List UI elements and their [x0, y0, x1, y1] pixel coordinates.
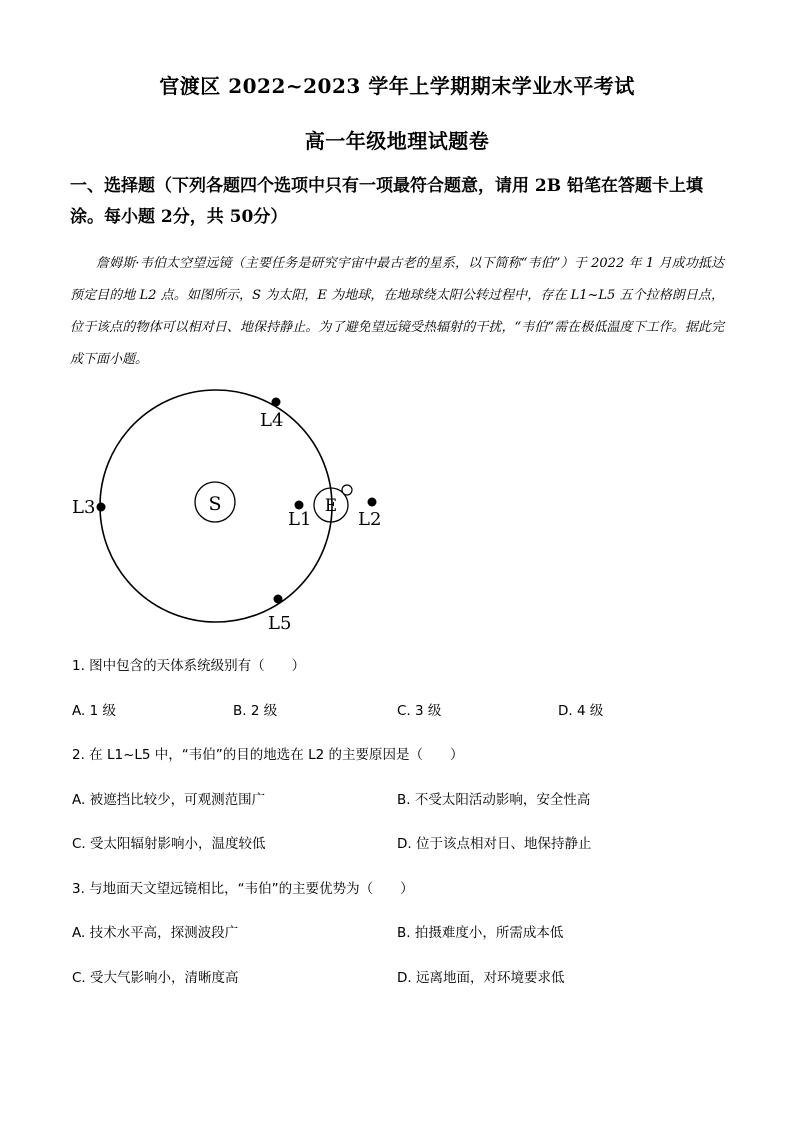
q1-option-a: A. 1 级: [72, 703, 116, 719]
point-l5: [274, 595, 283, 604]
lagrange-diagram: [60, 380, 400, 640]
section-heading: 一、选择题（下列各题四个选项中只有一项最符合题意，请用 2B 铅笔在答题卡上填涂。每小题 2分，共 50分）: [70, 176, 704, 227]
point-l4: [272, 398, 281, 407]
sun-label: S: [208, 493, 222, 515]
label-l5: L5: [268, 613, 292, 634]
q3-option-a: A. 技术水平高，探测波段广: [72, 925, 239, 941]
q1-option-c: C. 3 级: [397, 703, 442, 719]
point-l3: [97, 503, 106, 512]
moon: [342, 485, 352, 495]
q2-option-a: A. 被遮挡比较少，可观测范围广: [72, 792, 266, 808]
q3-option-c: C. 受大气影响小，清晰度高: [72, 970, 239, 986]
exam-title: 官渡区 2022~2023 学年上学期期末学业水平考试: [159, 74, 635, 98]
q2-option-b: B. 不受太阳活动影响，安全性高: [397, 792, 591, 808]
q3-option-b: B. 拍摄难度小，所需成本低: [397, 925, 564, 941]
q1-option-d: D. 4 级: [558, 703, 604, 719]
exam-subtitle: 高一年级地理试题卷: [304, 129, 490, 153]
q2-option-d: D. 位于该点相对日、地保持静止: [397, 836, 592, 852]
point-l2: [368, 498, 377, 507]
label-l1: L1: [288, 509, 312, 530]
reading-passage: 詹姆斯·韦伯太空望远镜（主要任务是研究宇宙中最古老的星系，以下简称“韦伯”）于 2022 年 1 月成功抵达预定目的地 L2 点。如图所示，S 为太阳，E 为地球，在地球绕太阳公转过程中，存在 L1~L5 五个拉格朗日点，位于该点的物体可以相对日、地保持静止。为了避免望远镜受热辐射的干扰，“韦伯”需在极低温度下工作。据此完成下面小题。: [70, 256, 724, 367]
question-1: 1. 图中包含的天体系统级别有（ ）: [72, 658, 306, 674]
q2-option-c: C. 受太阳辐射影响小，温度较低: [72, 836, 266, 852]
earth-label: E: [324, 496, 338, 516]
label-l3: L3: [72, 497, 96, 518]
question-2: 2. 在 L1~L5 中，“韦伯”的目的地选在 L2 的主要原因是（ ）: [72, 747, 464, 763]
question-3: 3. 与地面天文望远镜相比，“韦伯”的主要优势为（ ）: [72, 881, 414, 897]
label-l4: L4: [260, 410, 284, 431]
label-l2: L2: [358, 509, 382, 530]
q3-option-d: D. 远离地面，对环境要求低: [397, 970, 565, 986]
q1-option-b: B. 2 级: [233, 703, 278, 719]
